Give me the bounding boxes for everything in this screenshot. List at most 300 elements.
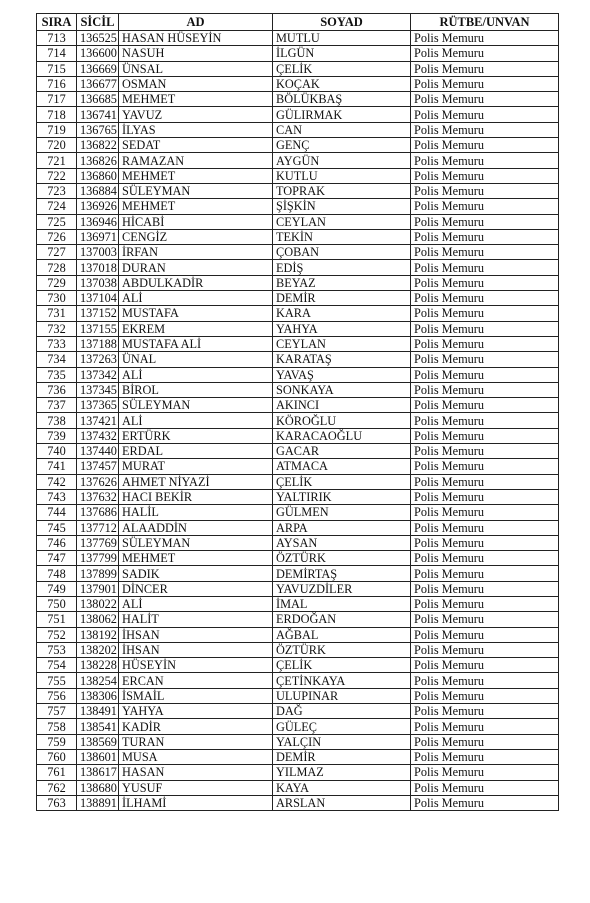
table-row xyxy=(37,61,559,76)
cell-sicil: 137038 xyxy=(77,275,119,290)
cell-sira: 739 xyxy=(37,428,77,443)
cell-sicil: 137018 xyxy=(77,260,119,275)
cell-soyad: AĞBAL xyxy=(273,627,411,642)
cell-sira: 733 xyxy=(37,336,77,351)
cell-soyad: GACAR xyxy=(273,444,411,459)
cell-soyad: ÇETİNKAYA xyxy=(273,673,411,688)
cell-sicil: 136525 xyxy=(77,31,119,46)
cell-rutbe: Polis Memuru xyxy=(411,551,559,566)
table-row xyxy=(37,92,559,107)
cell-sira: 751 xyxy=(37,612,77,627)
cell-sicil: 137799 xyxy=(77,551,119,566)
cell-rutbe: Polis Memuru xyxy=(411,795,559,810)
cell-sira: 727 xyxy=(37,245,77,260)
cell-sira: 726 xyxy=(37,229,77,244)
cell-rutbe: Polis Memuru xyxy=(411,749,559,764)
cell-sira: 732 xyxy=(37,321,77,336)
cell-sira: 729 xyxy=(37,275,77,290)
table-row xyxy=(37,183,559,198)
cell-sira: 715 xyxy=(37,61,77,76)
cell-sira: 722 xyxy=(37,168,77,183)
cell-sira: 735 xyxy=(37,367,77,382)
cell-ad: HÜSEYİN xyxy=(119,658,273,673)
cell-sira: 740 xyxy=(37,444,77,459)
cell-rutbe: Polis Memuru xyxy=(411,566,559,581)
cell-ad: RAMAZAN xyxy=(119,153,273,168)
header-ad: AD xyxy=(119,14,273,31)
cell-ad: MEHMET xyxy=(119,168,273,183)
cell-ad: MUSA xyxy=(119,749,273,764)
cell-ad: ABDULKADİR xyxy=(119,275,273,290)
table-row xyxy=(37,413,559,428)
cell-ad: İLHAMİ xyxy=(119,795,273,810)
cell-sicil: 138306 xyxy=(77,688,119,703)
cell-sicil: 137632 xyxy=(77,489,119,504)
table-row xyxy=(37,520,559,535)
cell-sicil: 138680 xyxy=(77,780,119,795)
cell-rutbe: Polis Memuru xyxy=(411,535,559,550)
cell-rutbe: Polis Memuru xyxy=(411,76,559,91)
cell-sicil: 136600 xyxy=(77,46,119,61)
cell-sicil: 136685 xyxy=(77,92,119,107)
table-row xyxy=(37,245,559,260)
cell-rutbe: Polis Memuru xyxy=(411,31,559,46)
cell-rutbe: Polis Memuru xyxy=(411,489,559,504)
cell-ad: ALİ xyxy=(119,596,273,611)
table-row xyxy=(37,795,559,810)
header-rutbe: RÜTBE/UNVAN xyxy=(411,14,559,31)
table-row xyxy=(37,382,559,397)
cell-sicil: 138022 xyxy=(77,596,119,611)
cell-soyad: DAĞ xyxy=(273,704,411,719)
table-row xyxy=(37,765,559,780)
table-row xyxy=(37,107,559,122)
table-row xyxy=(37,719,559,734)
cell-ad: YUSUF xyxy=(119,780,273,795)
cell-sicil: 136741 xyxy=(77,107,119,122)
cell-sicil: 136677 xyxy=(77,76,119,91)
cell-ad: ALİ xyxy=(119,367,273,382)
cell-ad: YAHYA xyxy=(119,704,273,719)
cell-rutbe: Polis Memuru xyxy=(411,719,559,734)
table-body xyxy=(37,31,559,811)
table-row xyxy=(37,260,559,275)
cell-rutbe: Polis Memuru xyxy=(411,627,559,642)
cell-soyad: AYSAN xyxy=(273,535,411,550)
cell-ad: İHSAN xyxy=(119,642,273,657)
cell-rutbe: Polis Memuru xyxy=(411,61,559,76)
cell-sicil: 138601 xyxy=(77,749,119,764)
table-row xyxy=(37,474,559,489)
cell-ad: ERDAL xyxy=(119,444,273,459)
cell-soyad: AYGÜN xyxy=(273,153,411,168)
cell-soyad: AKINCI xyxy=(273,398,411,413)
cell-soyad: KOÇAK xyxy=(273,76,411,91)
cell-rutbe: Polis Memuru xyxy=(411,704,559,719)
cell-soyad: YAVUZDİLER xyxy=(273,581,411,596)
cell-sira: 734 xyxy=(37,352,77,367)
cell-rutbe: Polis Memuru xyxy=(411,673,559,688)
cell-soyad: KÖROĞLU xyxy=(273,413,411,428)
cell-sira: 752 xyxy=(37,627,77,642)
cell-ad: HACI BEKİR xyxy=(119,489,273,504)
cell-sira: 730 xyxy=(37,291,77,306)
cell-sicil: 137901 xyxy=(77,581,119,596)
cell-ad: ALAADDİN xyxy=(119,520,273,535)
cell-soyad: YALÇIN xyxy=(273,734,411,749)
cell-sicil: 137899 xyxy=(77,566,119,581)
document-page xyxy=(36,13,558,811)
cell-rutbe: Polis Memuru xyxy=(411,444,559,459)
cell-sira: 713 xyxy=(37,31,77,46)
cell-rutbe: Polis Memuru xyxy=(411,581,559,596)
cell-rutbe: Polis Memuru xyxy=(411,153,559,168)
table-row xyxy=(37,688,559,703)
cell-sira: 743 xyxy=(37,489,77,504)
cell-soyad: ULUPINAR xyxy=(273,688,411,703)
cell-soyad: DEMİR xyxy=(273,291,411,306)
cell-sicil: 137342 xyxy=(77,367,119,382)
cell-ad: ALİ xyxy=(119,291,273,306)
cell-ad: İHSAN xyxy=(119,627,273,642)
cell-soyad: ŞİŞKİN xyxy=(273,199,411,214)
cell-ad: MURAT xyxy=(119,459,273,474)
cell-rutbe: Polis Memuru xyxy=(411,612,559,627)
personnel-table xyxy=(36,13,559,811)
cell-sira: 757 xyxy=(37,704,77,719)
cell-sicil: 136860 xyxy=(77,168,119,183)
cell-sicil: 137188 xyxy=(77,336,119,351)
cell-ad: DİNCER xyxy=(119,581,273,596)
cell-ad: NASUH xyxy=(119,46,273,61)
cell-sira: 714 xyxy=(37,46,77,61)
table-row xyxy=(37,321,559,336)
cell-rutbe: Polis Memuru xyxy=(411,734,559,749)
cell-soyad: YAVAŞ xyxy=(273,367,411,382)
cell-sira: 721 xyxy=(37,153,77,168)
cell-soyad: ÇELİK xyxy=(273,474,411,489)
cell-rutbe: Polis Memuru xyxy=(411,367,559,382)
cell-sira: 746 xyxy=(37,535,77,550)
cell-sira: 756 xyxy=(37,688,77,703)
cell-soyad: ÇELİK xyxy=(273,61,411,76)
cell-soyad: ÖZTÜRK xyxy=(273,642,411,657)
cell-sira: 763 xyxy=(37,795,77,810)
cell-soyad: YALTIRIK xyxy=(273,489,411,504)
cell-soyad: SONKAYA xyxy=(273,382,411,397)
cell-sira: 750 xyxy=(37,596,77,611)
cell-soyad: BEYAZ xyxy=(273,275,411,290)
cell-sira: 755 xyxy=(37,673,77,688)
cell-soyad: BÖLÜKBAŞ xyxy=(273,92,411,107)
cell-sicil: 136971 xyxy=(77,229,119,244)
cell-sira: 745 xyxy=(37,520,77,535)
cell-sira: 753 xyxy=(37,642,77,657)
cell-ad: ALİ xyxy=(119,413,273,428)
cell-soyad: ÖZTÜRK xyxy=(273,551,411,566)
cell-ad: SÜLEYMAN xyxy=(119,535,273,550)
cell-sira: 761 xyxy=(37,765,77,780)
cell-ad: SÜLEYMAN xyxy=(119,398,273,413)
cell-sicil: 136926 xyxy=(77,199,119,214)
cell-soyad: TOPRAK xyxy=(273,183,411,198)
cell-sicil: 136884 xyxy=(77,183,119,198)
table-row xyxy=(37,214,559,229)
cell-rutbe: Polis Memuru xyxy=(411,642,559,657)
cell-sicil: 137626 xyxy=(77,474,119,489)
table-row xyxy=(37,398,559,413)
cell-rutbe: Polis Memuru xyxy=(411,260,559,275)
cell-ad: ERTÜRK xyxy=(119,428,273,443)
table-row xyxy=(37,153,559,168)
cell-ad: AHMET NİYAZİ xyxy=(119,474,273,489)
cell-sira: 718 xyxy=(37,107,77,122)
cell-soyad: DEMİRTAŞ xyxy=(273,566,411,581)
table-row xyxy=(37,31,559,46)
cell-ad: SÜLEYMAN xyxy=(119,183,273,198)
cell-soyad: İMAL xyxy=(273,596,411,611)
cell-ad: YAVUZ xyxy=(119,107,273,122)
cell-soyad: GÜLIRMAK xyxy=(273,107,411,122)
cell-rutbe: Polis Memuru xyxy=(411,107,559,122)
table-row xyxy=(37,581,559,596)
cell-sira: 720 xyxy=(37,138,77,153)
cell-rutbe: Polis Memuru xyxy=(411,596,559,611)
cell-soyad: ARPA xyxy=(273,520,411,535)
cell-sicil: 136826 xyxy=(77,153,119,168)
table-row xyxy=(37,642,559,657)
cell-rutbe: Polis Memuru xyxy=(411,321,559,336)
cell-sira: 728 xyxy=(37,260,77,275)
cell-soyad: YAHYA xyxy=(273,321,411,336)
header-sira: SIRA xyxy=(37,14,77,31)
cell-sicil: 137003 xyxy=(77,245,119,260)
cell-sira: 716 xyxy=(37,76,77,91)
cell-ad: İRFAN xyxy=(119,245,273,260)
cell-ad: MUSTAFA ALİ xyxy=(119,336,273,351)
cell-soyad: GÜLMEN xyxy=(273,505,411,520)
cell-soyad: TEKİN xyxy=(273,229,411,244)
table-row xyxy=(37,612,559,627)
cell-sira: 760 xyxy=(37,749,77,764)
cell-sicil: 137104 xyxy=(77,291,119,306)
cell-rutbe: Polis Memuru xyxy=(411,658,559,673)
cell-ad: HALİT xyxy=(119,612,273,627)
cell-sira: 731 xyxy=(37,306,77,321)
table-row xyxy=(37,138,559,153)
table-header-row xyxy=(37,14,559,31)
cell-ad: OSMAN xyxy=(119,76,273,91)
cell-sicil: 137421 xyxy=(77,413,119,428)
cell-sira: 737 xyxy=(37,398,77,413)
cell-sicil: 137263 xyxy=(77,352,119,367)
cell-soyad: KAYA xyxy=(273,780,411,795)
table-row xyxy=(37,168,559,183)
cell-sira: 748 xyxy=(37,566,77,581)
cell-sira: 749 xyxy=(37,581,77,596)
cell-ad: HALİL xyxy=(119,505,273,520)
cell-sicil: 137365 xyxy=(77,398,119,413)
cell-soyad: ÇELİK xyxy=(273,658,411,673)
cell-rutbe: Polis Memuru xyxy=(411,688,559,703)
cell-rutbe: Polis Memuru xyxy=(411,245,559,260)
cell-sicil: 136822 xyxy=(77,138,119,153)
cell-sicil: 138228 xyxy=(77,658,119,673)
table-row xyxy=(37,367,559,382)
table-row xyxy=(37,658,559,673)
cell-sira: 754 xyxy=(37,658,77,673)
cell-sicil: 136765 xyxy=(77,122,119,137)
cell-ad: İLYAS xyxy=(119,122,273,137)
cell-sicil: 138541 xyxy=(77,719,119,734)
cell-sicil: 137440 xyxy=(77,444,119,459)
cell-ad: BİROL xyxy=(119,382,273,397)
cell-ad: DURAN xyxy=(119,260,273,275)
cell-sira: 738 xyxy=(37,413,77,428)
cell-sira: 725 xyxy=(37,214,77,229)
cell-ad: SEDAT xyxy=(119,138,273,153)
cell-rutbe: Polis Memuru xyxy=(411,214,559,229)
table-row xyxy=(37,535,559,550)
cell-sicil: 138569 xyxy=(77,734,119,749)
cell-rutbe: Polis Memuru xyxy=(411,505,559,520)
table-row xyxy=(37,76,559,91)
cell-rutbe: Polis Memuru xyxy=(411,122,559,137)
cell-sicil: 137345 xyxy=(77,382,119,397)
cell-sira: 758 xyxy=(37,719,77,734)
cell-rutbe: Polis Memuru xyxy=(411,229,559,244)
cell-sira: 723 xyxy=(37,183,77,198)
table-row xyxy=(37,505,559,520)
cell-sicil: 138062 xyxy=(77,612,119,627)
cell-sicil: 138202 xyxy=(77,642,119,657)
table-row xyxy=(37,734,559,749)
cell-sira: 724 xyxy=(37,199,77,214)
cell-ad: CENGİZ xyxy=(119,229,273,244)
cell-rutbe: Polis Memuru xyxy=(411,398,559,413)
cell-rutbe: Polis Memuru xyxy=(411,780,559,795)
cell-rutbe: Polis Memuru xyxy=(411,275,559,290)
cell-sira: 736 xyxy=(37,382,77,397)
cell-rutbe: Polis Memuru xyxy=(411,199,559,214)
table-row xyxy=(37,704,559,719)
table-row xyxy=(37,749,559,764)
cell-sicil: 138617 xyxy=(77,765,119,780)
cell-ad: ÜNSAL xyxy=(119,61,273,76)
cell-soyad: ARSLAN xyxy=(273,795,411,810)
cell-ad: İSMAİL xyxy=(119,688,273,703)
cell-soyad: CEYLAN xyxy=(273,214,411,229)
cell-soyad: EDİŞ xyxy=(273,260,411,275)
cell-sicil: 136669 xyxy=(77,61,119,76)
table-row xyxy=(37,336,559,351)
cell-sira: 747 xyxy=(37,551,77,566)
table-row xyxy=(37,291,559,306)
cell-ad: ERCAN xyxy=(119,673,273,688)
cell-sira: 741 xyxy=(37,459,77,474)
cell-rutbe: Polis Memuru xyxy=(411,138,559,153)
cell-sira: 744 xyxy=(37,505,77,520)
cell-rutbe: Polis Memuru xyxy=(411,520,559,535)
cell-rutbe: Polis Memuru xyxy=(411,459,559,474)
cell-sicil: 137457 xyxy=(77,459,119,474)
cell-rutbe: Polis Memuru xyxy=(411,92,559,107)
cell-sicil: 138491 xyxy=(77,704,119,719)
table-row xyxy=(37,229,559,244)
cell-sicil: 137152 xyxy=(77,306,119,321)
cell-soyad: CAN xyxy=(273,122,411,137)
cell-rutbe: Polis Memuru xyxy=(411,352,559,367)
cell-ad: MUSTAFA xyxy=(119,306,273,321)
cell-sicil: 137432 xyxy=(77,428,119,443)
cell-rutbe: Polis Memuru xyxy=(411,46,559,61)
cell-rutbe: Polis Memuru xyxy=(411,168,559,183)
header-soyad: SOYAD xyxy=(273,14,411,31)
cell-rutbe: Polis Memuru xyxy=(411,474,559,489)
cell-ad: MEHMET xyxy=(119,551,273,566)
cell-ad: EKREM xyxy=(119,321,273,336)
cell-sira: 717 xyxy=(37,92,77,107)
cell-sira: 719 xyxy=(37,122,77,137)
cell-sicil: 138192 xyxy=(77,627,119,642)
table-row xyxy=(37,489,559,504)
table-row xyxy=(37,627,559,642)
cell-ad: KADİR xyxy=(119,719,273,734)
cell-ad: HASAN xyxy=(119,765,273,780)
cell-sicil: 138254 xyxy=(77,673,119,688)
cell-sicil: 138891 xyxy=(77,795,119,810)
cell-soyad: İLGÜN xyxy=(273,46,411,61)
cell-soyad: YILMAZ xyxy=(273,765,411,780)
table-row xyxy=(37,199,559,214)
cell-soyad: MUTLU xyxy=(273,31,411,46)
cell-rutbe: Polis Memuru xyxy=(411,765,559,780)
cell-ad: SADIK xyxy=(119,566,273,581)
cell-ad: HASAN HÜSEYİN xyxy=(119,31,273,46)
table-row xyxy=(37,275,559,290)
cell-soyad: GÜLEÇ xyxy=(273,719,411,734)
cell-rutbe: Polis Memuru xyxy=(411,306,559,321)
cell-sicil: 137769 xyxy=(77,535,119,550)
cell-soyad: KARACAOĞLU xyxy=(273,428,411,443)
cell-soyad: ÇOBAN xyxy=(273,245,411,260)
table-row xyxy=(37,444,559,459)
cell-sicil: 137155 xyxy=(77,321,119,336)
header-sicil: SİCİL xyxy=(77,14,119,31)
cell-ad: HİCABİ xyxy=(119,214,273,229)
cell-sicil: 137686 xyxy=(77,505,119,520)
cell-soyad: DEMİR xyxy=(273,749,411,764)
cell-sira: 759 xyxy=(37,734,77,749)
table-row xyxy=(37,596,559,611)
table-row xyxy=(37,780,559,795)
cell-rutbe: Polis Memuru xyxy=(411,413,559,428)
table-row xyxy=(37,428,559,443)
cell-soyad: CEYLAN xyxy=(273,336,411,351)
cell-soyad: ERDOĞAN xyxy=(273,612,411,627)
cell-soyad: KUTLU xyxy=(273,168,411,183)
cell-sira: 762 xyxy=(37,780,77,795)
table-row xyxy=(37,566,559,581)
table-row xyxy=(37,306,559,321)
cell-soyad: ATMACA xyxy=(273,459,411,474)
table-row xyxy=(37,673,559,688)
cell-sicil: 136946 xyxy=(77,214,119,229)
cell-soyad: KARATAŞ xyxy=(273,352,411,367)
cell-ad: MEHMET xyxy=(119,199,273,214)
cell-sira: 742 xyxy=(37,474,77,489)
cell-soyad: KARA xyxy=(273,306,411,321)
